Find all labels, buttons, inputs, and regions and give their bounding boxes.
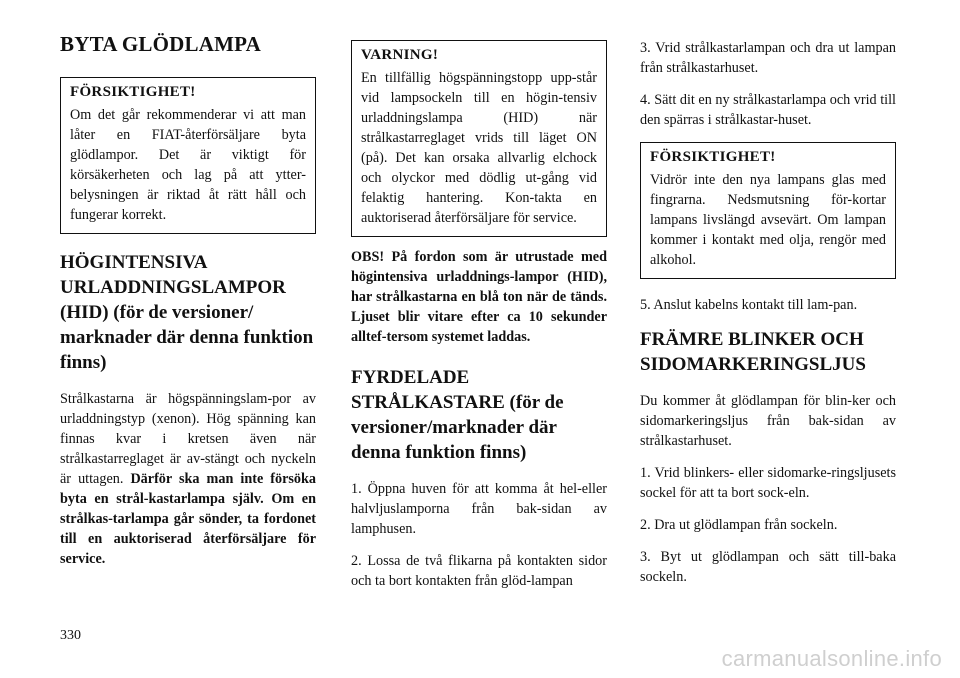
blinker-step-1: 1. Vrid blinkers- eller sidomarke-ringsljusets sockel för att ta bort sock-eln. [640, 465, 896, 501]
caution-text-2: Vidrör inte den nya lampans glas med fingrarna. Nedsmutsning för-kortar lampans livslängd avsevärt. Om lampan kommer i kontakt med olja, rengör med alkohol. [650, 172, 886, 268]
caution-text: Om det går rekommenderar vi att man låter en FIAT-återförsäljare byta glödlampor. Det är viktigt för körsäkerheten och lag på att ytter-belysningen är riktad åt rätt håll och fungerar korrekt. [70, 107, 306, 223]
step-4: 4. Sätt dit en ny strålkastarlampa och vrid till den spärras i strålkastar-huset. [640, 92, 896, 128]
hid-paragraph [60, 389, 316, 569]
hid-text-plain: Strålkastarna är högspänningslam-por av urladdningstyp (xenon). Hög spänning kan finnas kvar i kretsen även när strålkastarreglaget är av-stängt och nyckeln är uttagen. [60, 391, 316, 487]
step-3: 3. Vrid strålkastarlampan och dra ut lampan från strålkastarhuset. [640, 40, 896, 76]
caution-box-2 [640, 142, 896, 279]
watermark: carmanualsonline.info [721, 646, 942, 671]
column-2 [351, 40, 607, 603]
hid-note: OBS! På fordon som är utrustade med högintensiva urladdnings-lampor (HID), har strålkastarna en blå ton när de tänds. Ljuset blir vitare efter ca 10 sekunder alltef-tersom systemet laddas. [351, 249, 607, 345]
caution-box [60, 77, 316, 234]
blinker-intro: Du kommer åt glödlampan för blin-ker och sidomarkeringsljus från bak-sidan av strålkastarhuset. [640, 393, 896, 449]
distributed-headlamps-heading: FYRDELADE STRÅLKASTARE (för de versioner/marknader där denna funktion finns) [351, 367, 564, 463]
hid-heading: HÖGINTENSIVA URLADDNINGSLAMPOR (HID) (för de versioner/ marknader där denna funktion finns) [60, 252, 314, 373]
blinker-step-3: 3. Byt ut glödlampan och sätt till-baka sockeln. [640, 549, 896, 585]
section-heading-byta-glodlampa: BYTA GLÖDLAMPA [60, 32, 261, 56]
page-number: 330 [60, 628, 81, 643]
blinker-step-2: 2. Dra ut glödlampan från sockeln. [640, 517, 838, 533]
column-3 [640, 38, 896, 599]
blinker-heading: FRÄMRE BLINKER OCH SIDOMARKERINGSLJUS [640, 329, 866, 375]
warning-box [351, 40, 607, 237]
warning-title: VARNING! [361, 47, 439, 63]
column-1 [60, 32, 316, 581]
step-2: 2. Lossa de två flikarna på kontakten sidor och ta bort kontakten från glöd-lampan [351, 553, 607, 589]
step-1: 1. Öppna huven för att komma åt hel-eller halvljuslamporna från bak-sidan av lamphusen. [351, 481, 607, 537]
hid-text-bold: Därför ska man inte försöka byta en strål-kastarlampa själv. Om en strålkas-tarlampa går sönder, ta fordonet till en auktoriserad återförsäljare för service. [60, 471, 317, 567]
caution-title-2: FÖRSIKTIGHET! [650, 149, 776, 165]
warning-text: En tillfällig högspänningstopp upp-står vid lampsockeln till en högin-tensiv urladdningslampa (HID) när strålkastarreglaget vrids till läget ON (på). Det kan orsaka allvarlig elchock och olyckor med dödlig ut-gång vid felaktig hantering. Kon-takta en auktoriserad återförsäljare för service. [361, 70, 597, 226]
caution-title: FÖRSIKTIGHET! [70, 84, 196, 100]
step-5: 5. Anslut kabelns kontakt till lam-pan. [640, 297, 858, 313]
